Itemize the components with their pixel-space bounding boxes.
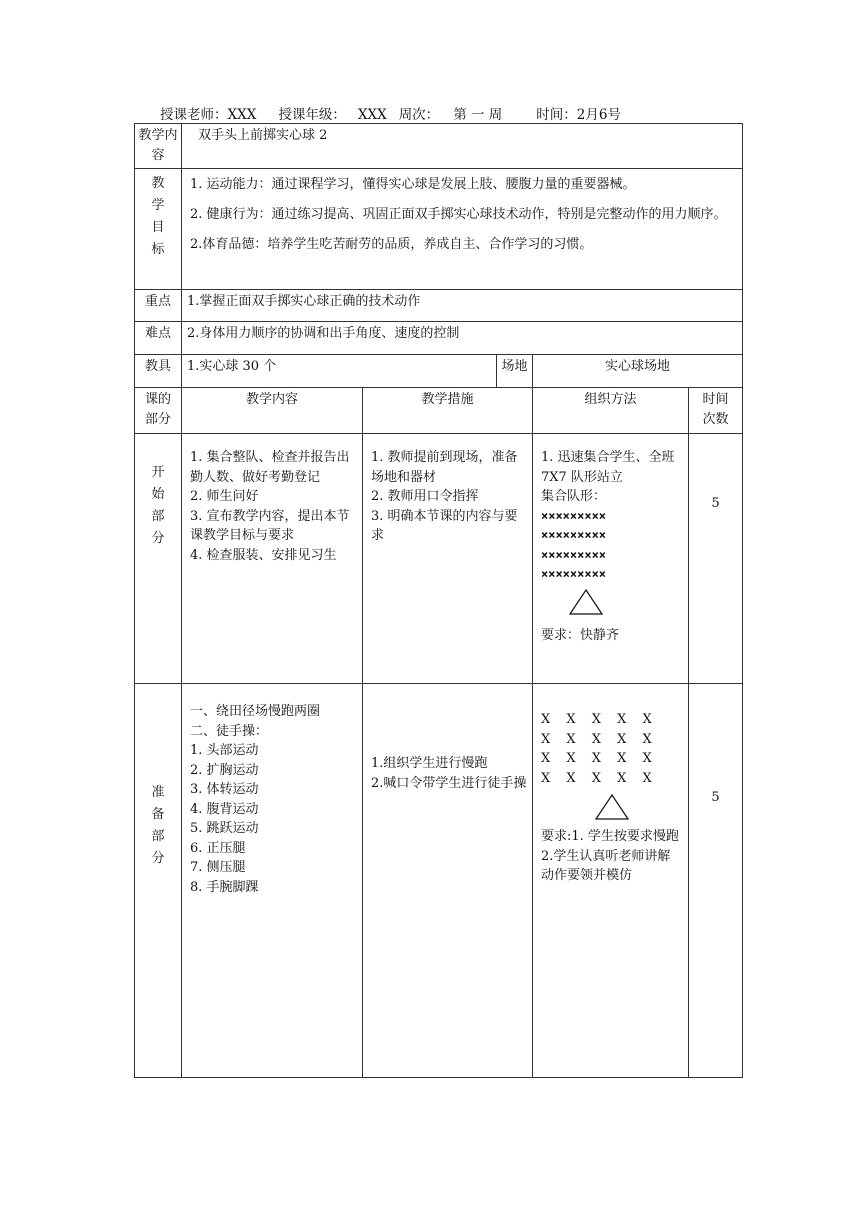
section-part-text: 开始部分 — [151, 465, 165, 546]
section-time: 5 — [689, 434, 743, 684]
content-item: 8. 手腕脚踝 — [190, 879, 259, 895]
difficulty-label: 难点 — [135, 322, 182, 355]
requirement-item: 要求：快静齐 — [541, 627, 620, 643]
content-item: 一、绕田径场慢跑两圈 — [190, 704, 321, 719]
content-item: 1. 头部运动 — [190, 743, 259, 758]
col-part — [135, 388, 182, 434]
goals-cell — [182, 169, 743, 290]
section-org — [533, 434, 689, 684]
formation-row: X X X X X — [541, 770, 653, 786]
section-part-text: 准备部分 — [151, 785, 165, 866]
content-item: 3. 体转运动 — [190, 782, 259, 797]
formation-row: ××××××××× — [541, 528, 607, 542]
venue-label: 场地 — [497, 355, 533, 388]
content-row — [135, 124, 743, 169]
formation-row: ××××××××× — [541, 567, 607, 581]
week-label: 周次： — [398, 107, 440, 123]
formation-row: X X X X X — [541, 712, 653, 727]
goal-item-1: 1. 运动能力：通过课程学习，懂得实心球是发展上肢、腰腹力量的重要器械。 — [190, 177, 636, 192]
difficulty-row — [135, 322, 743, 355]
content-item: 二、徒手操： — [190, 723, 269, 739]
equipment-label: 教具 — [135, 355, 182, 388]
content-item: 6. 正压腿 — [190, 840, 246, 856]
key-point-value: 1.掌握正面双手掷实心球正确的技术动作 — [182, 290, 743, 322]
section-org — [533, 684, 689, 1078]
formation-row: X X X X X — [541, 751, 653, 766]
content-item: 1. 集合整队、检查并报告出勤人数、做好考勤登记 — [190, 450, 350, 485]
measure-item: 2.喊口令带学生进行徒手操 — [371, 775, 527, 791]
goal-item-3: 2.体育品德：培养学生吃苦耐劳的品质，养成自主、合作学习的习惯。 — [190, 237, 593, 252]
key-point-label: 重点 — [135, 290, 182, 322]
teacher-value: XXX — [227, 107, 257, 123]
formation-row: ××××××××× — [541, 508, 607, 523]
requirement-item: 2.学生认真听老师讲解动作要领并模仿 — [541, 848, 671, 883]
section-content — [182, 434, 363, 684]
section-content — [182, 684, 363, 1078]
col-org: 组织方法 — [533, 388, 689, 434]
col-measures: 教学措施 — [363, 388, 533, 434]
measure-item: 3. 明确本节课的内容与要求 — [371, 508, 518, 543]
org-item: 集合队形： — [541, 489, 607, 504]
lesson-plan-table — [134, 123, 743, 1078]
teacher-label: 授课老师： — [160, 107, 228, 123]
col-time-text: 时间次数 — [702, 392, 729, 427]
teacher-triangle-icon — [569, 589, 603, 615]
section-part — [135, 684, 182, 1078]
content-item: 4. 腹背运动 — [190, 801, 259, 817]
goals-row — [135, 169, 743, 290]
content-item: 5. 跳跃运动 — [190, 821, 259, 836]
goals-label-text: 教学目标 — [151, 176, 165, 257]
content-label: 教学内容 — [135, 124, 182, 169]
formation-row: X X X X X — [541, 731, 653, 747]
col-part-text: 课的部分 — [144, 392, 171, 427]
column-header-row — [135, 388, 743, 434]
goal-item-2: 2. 健康行为：通过练习提高、巩固正面双手掷实心球技术动作，特别是完整动作的用力顺序。 — [190, 207, 727, 222]
content-item: 3. 宣布教学内容，提出本节课教学目标与要求 — [190, 508, 350, 543]
section-measures — [363, 684, 533, 1078]
difficulty-value: 2.身体用力顺序的协调和出手角度、速度的控制 — [182, 322, 743, 355]
requirement-item: 要求:1. 学生按要求慢跑 — [541, 829, 679, 844]
col-time — [689, 388, 743, 434]
content-item: 7. 侧压腿 — [190, 860, 246, 875]
measure-item: 2. 教师用口令指挥 — [371, 489, 479, 504]
teacher-triangle-icon — [595, 794, 629, 820]
equipment-row — [135, 355, 743, 388]
goals-label — [135, 169, 182, 290]
org-item: 1. 迅速集合学生、全班 7X7 队形站立 — [541, 450, 675, 485]
section-row-prep — [135, 684, 743, 1078]
grade-value: XXX — [357, 107, 387, 123]
grade-label: 授课年级： — [278, 107, 346, 123]
lesson-header — [160, 103, 621, 123]
week-value: 第 一 周 — [453, 107, 503, 123]
content-item: 2. 师生问好 — [190, 489, 259, 504]
key-point-row — [135, 290, 743, 322]
content-item: 4. 检查服装、安排见习生 — [190, 547, 337, 563]
section-row-start — [135, 434, 743, 684]
equipment-value: 1.实心球 30 个 — [182, 355, 497, 388]
section-measures — [363, 434, 533, 684]
formation-row: ××××××××× — [541, 547, 607, 562]
venue-value: 实心球场地 — [533, 355, 743, 388]
date-value: 2月6号 — [576, 107, 621, 123]
date-label: 时间： — [536, 107, 577, 123]
content-item: 2. 扩胸运动 — [190, 762, 259, 778]
measure-item: 1.组织学生进行慢跑 — [371, 756, 488, 771]
content-value: 双手头上前掷实心球 2 — [182, 124, 743, 169]
measure-item: 1. 教师提前到现场，准备场地和器材 — [371, 450, 518, 485]
col-content: 教学内容 — [182, 388, 363, 434]
section-part — [135, 434, 182, 684]
section-time: 5 — [689, 684, 743, 1078]
